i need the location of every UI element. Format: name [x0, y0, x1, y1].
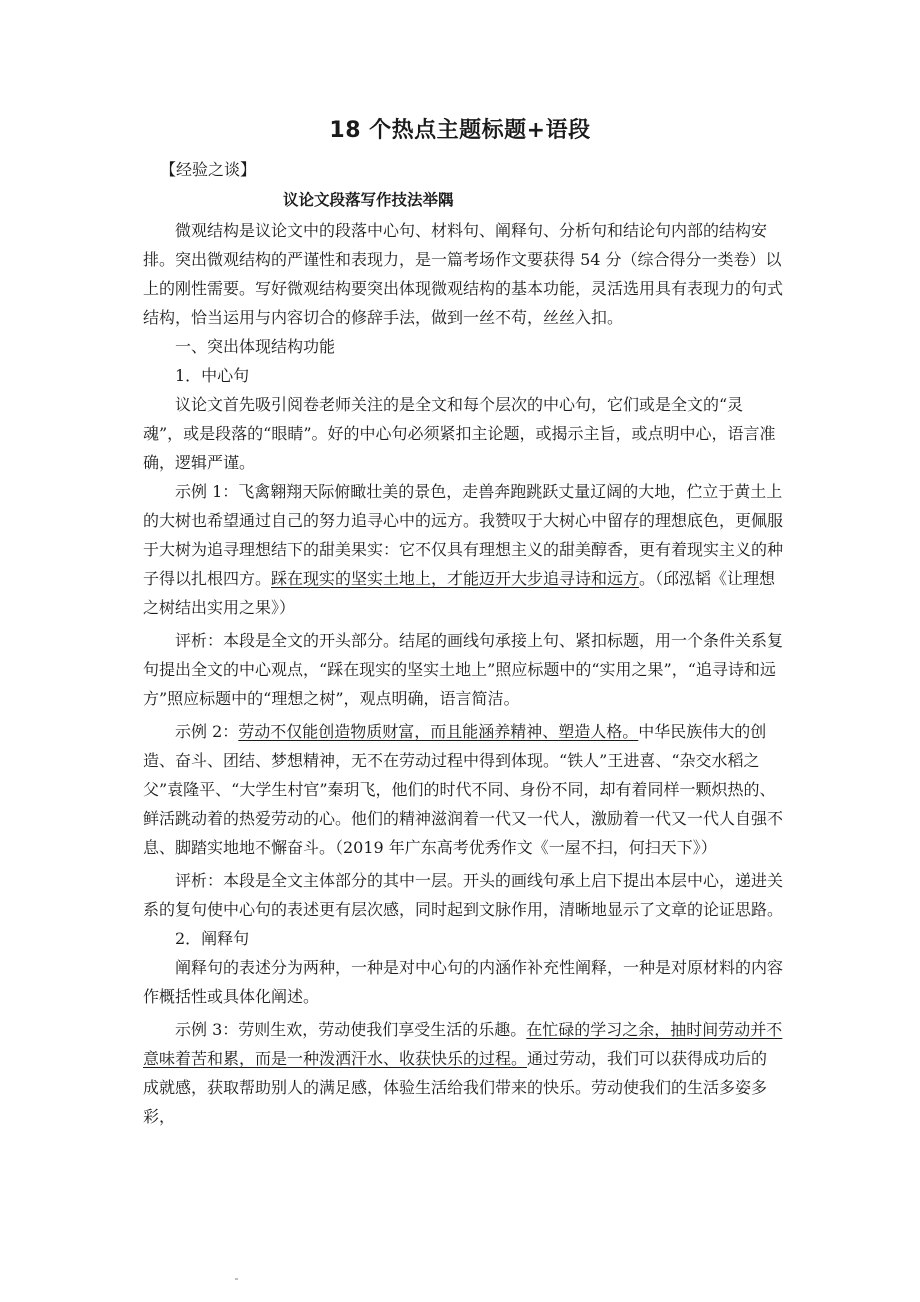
example-1-source: 。（邱泓韬《让理想之树结出实用之果》）	[143, 569, 776, 617]
example-2-underlined: 劳动不仅能创造物质财富，而且能涵养精神、塑造人格。	[238, 722, 639, 741]
example-paragraph-2	[143, 717, 783, 862]
example-2-text: 中华民族伟大的创造、奋斗、团结、梦想精神，无不在劳动过程中得到体现。“铁人”王进喜、“杂交水稻之父”袁隆平、“大学生村官”秦玥飞，他们的时代不同、身份不同，却有着同样一颗炽热的、鲜活跳动着的热爱劳动的心。他们的精神滋润着一代又一代人，激励着一代又一代人自强不息、脚踏实地地不懈奋斗。（2019 年广东高考优秀作文《一屋不扫，何扫天下》）	[143, 722, 784, 857]
example-3-text: 示例 3：劳则生欢，劳动使我们享受生活的乐趣。	[175, 1020, 527, 1039]
example-3-continuation: 通过劳动，我们可以获得成功后的成就感，获取帮助别人的满足感，体验生活给我们带来的快乐。劳动使我们的生活多姿多彩，	[143, 1049, 768, 1126]
footer-mark	[235, 1278, 238, 1280]
item-heading-2: 2．阐释句	[175, 929, 250, 948]
document-body	[143, 155, 783, 1131]
item-description-1: 议论文首先吸引阅卷老师关注的是全文和每个层次的中心句，它们或是全文的“灵魂”，或是段落的“眼睛”。好的中心句必须紧扣主论题，或揭示主旨，或点明中心，语言准确，逻辑严谨。	[143, 395, 776, 472]
intro-paragraph: 微观结构是议论文中的段落中心句、材料句、阐释句、分析句和结论句内部的结构安排。突出微观结构的严谨性和表现力，是一篇考场作文要获得 54 分（综合得分一类卷）以上的刚性需要。写好微观结构要突出体现微观结构的基本功能，灵活选用具有表现力的句式结构，恰当运用与内容切合的修辞手法，做到一丝不苟，丝丝入扣。	[143, 221, 784, 327]
experience-label: 【经验之谈】	[160, 160, 257, 179]
example-paragraph-3	[143, 1015, 783, 1131]
section-subtitle: 议论文段落写作技法举隅	[283, 191, 454, 209]
page-title: 18 个热点主题标题+语段	[329, 118, 591, 143]
comment-paragraph-2: 评析：本段是全文主体部分的其中一层。开头的画线句承上启下提出本层中心，递进关系的复句使中心句的表述更有层次感，同时起到文脉作用，清晰地显示了文章的论证思路。	[143, 871, 784, 919]
item-description-2: 阐释句的表述分为两种，一种是对中心句的内涵作补充性阐释，一种是对原材料的内容作概括性或具体化阐述。	[143, 958, 784, 1006]
example-paragraph-1	[143, 477, 783, 622]
example-1-underlined: 踩在现实的坚实土地上，才能迈开大步追寻诗和远方	[271, 569, 640, 588]
section-heading-1: 一、突出体现结构功能	[175, 337, 336, 356]
example-3-underlined: 在忙碌的学习之余，抽时间劳动并不意味着苦和累，而是一种泼洒汗水、收获快乐的过程。	[143, 1020, 783, 1068]
comment-paragraph-1: 评析：本段是全文的开头部分。结尾的画线句承接上句、紧扣标题，用一个条件关系复句提出全文的中心观点，“踩在现实的坚实土地上”照应标题中的“实用之果”，“追寻诗和远方”照应标题中的“理想之树”，观点明确，语言简洁。	[143, 631, 784, 708]
example-2-label: 示例 2：	[175, 722, 239, 741]
item-heading-1: 1．中心句	[175, 366, 250, 385]
example-1-text: 示例 1：飞禽翱翔天际俯瞰壮美的景色，走兽奔跑跳跃丈量辽阔的大地，伫立于黄土上的大树也希望通过自己的努力追寻心中的远方。我赞叹于大树心中留存的理想底色，更佩服于大树为追寻理想结下的甜美果实：它不仅具有理想主义的甜美醇香，更有着现实主义的种子得以扎根四方。	[143, 482, 784, 588]
